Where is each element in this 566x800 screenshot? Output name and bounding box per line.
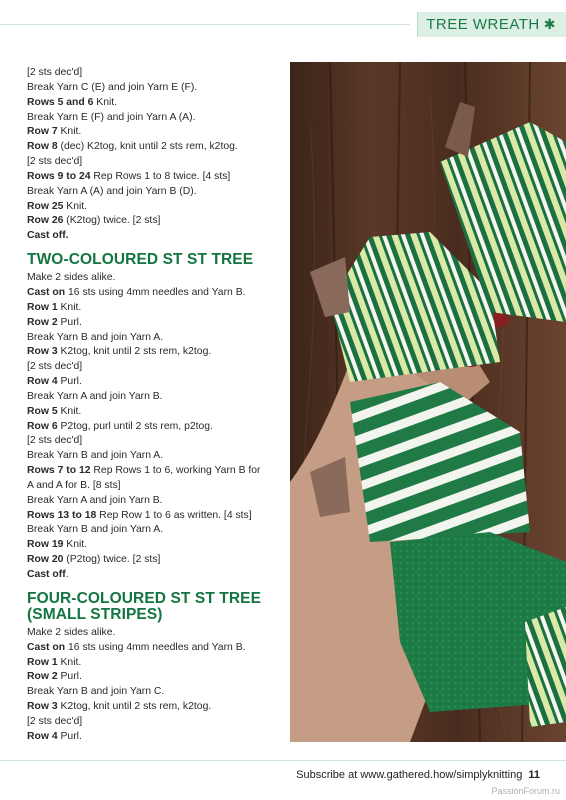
instruction-label: Row 7 <box>27 126 58 138</box>
instruction-line <box>27 715 279 730</box>
instruction-label: Cast off <box>27 569 66 580</box>
instruction-label: Row 2 <box>27 671 58 683</box>
instruction-text: Break Yarn A (A) and join Yarn B (D). <box>27 185 197 197</box>
instruction-label: Cast on <box>27 286 66 298</box>
instruction-line <box>27 405 279 420</box>
instruction-label: Cast on <box>27 641 66 653</box>
instruction-line <box>27 538 279 553</box>
instruction-label: Rows 13 to 18 <box>27 509 97 521</box>
instruction-text: Purl. <box>57 316 82 328</box>
instruction-text: Knit. <box>93 96 118 108</box>
instruction-text: Rep Rows 1 to 8 twice. [4 sts] <box>90 170 231 182</box>
heading-line: (SMALL STRIPES) <box>27 605 163 623</box>
continuation-block <box>27 66 279 244</box>
section-heading-two-coloured <box>27 252 279 268</box>
instruction-text: Break Yarn C (E) and join Yarn E (F). <box>27 81 198 93</box>
section-tag <box>417 12 566 37</box>
instruction-line <box>27 509 279 524</box>
instruction-line <box>27 390 279 405</box>
instruction-label: Row 20 <box>27 554 64 566</box>
instruction-text: [2 sts dec'd] <box>27 67 83 78</box>
header-rule <box>0 24 410 25</box>
instruction-text: Purl. <box>57 730 82 742</box>
instruction-line <box>27 449 279 464</box>
heading-line: TWO-COLOURED ST ST TREE <box>27 251 254 269</box>
instruction-text: Knit. <box>57 656 82 668</box>
instruction-label: Row 6 <box>27 420 58 432</box>
instruction-text: Knit. <box>63 539 88 551</box>
instruction-line <box>27 170 279 185</box>
heading-line: FOUR-COLOURED ST ST TREE <box>27 589 262 607</box>
instruction-text: [2 sts dec'd] <box>27 435 83 447</box>
instruction-text: K2tog, knit until 2 sts rem, k2tog. <box>57 701 212 713</box>
two-coloured-instructions <box>27 271 279 583</box>
instruction-line <box>27 286 279 301</box>
instruction-line <box>27 345 279 360</box>
footer <box>296 769 540 781</box>
instruction-label: Row 5 <box>27 405 58 417</box>
section-title: TREE WREATH <box>426 16 540 33</box>
instruction-label: Row 26 <box>27 215 64 227</box>
instruction-text: Rep Row 1 to 6 as written. [4 sts] <box>96 509 252 521</box>
instruction-text: A and A for B. [8 sts] <box>27 479 121 491</box>
instruction-text: Knit. <box>57 301 82 313</box>
instruction-line <box>27 81 279 96</box>
instruction-line <box>27 375 279 390</box>
instruction-line <box>27 523 279 538</box>
instruction-line <box>27 66 279 81</box>
instruction-text: (K2tog) twice. [2 sts] <box>63 215 161 227</box>
instruction-text: Break Yarn B and join Yarn C. <box>27 686 165 698</box>
instruction-line <box>27 316 279 331</box>
instruction-text: Make 2 sides alike. <box>27 272 116 284</box>
instruction-text: Purl. <box>57 376 82 388</box>
instruction-line <box>27 553 279 568</box>
instruction-text: (dec) K2tog, knit until 2 sts rem, k2tog. <box>57 141 238 153</box>
instruction-line <box>27 214 279 229</box>
four-coloured-instructions <box>27 626 279 745</box>
instruction-label: Row 3 <box>27 701 58 713</box>
instruction-line <box>27 685 279 700</box>
subscribe-link[interactable]: Subscribe at www.gathered.how/simplyknitting <box>296 769 523 781</box>
instruction-line <box>27 111 279 126</box>
instruction-line <box>27 155 279 170</box>
instruction-text: . <box>65 569 69 580</box>
photo-illustration <box>290 62 566 742</box>
clover-icon: ✱ <box>543 16 556 32</box>
instruction-text: Break Yarn B and join Yarn A. <box>27 331 164 343</box>
instruction-label: Row 3 <box>27 346 58 358</box>
instruction-text: (P2tog) twice. [2 sts] <box>63 554 161 566</box>
instruction-text: Knit. <box>63 200 88 212</box>
instruction-line <box>27 730 279 745</box>
instruction-line <box>27 568 279 583</box>
instruction-text: 16 sts using 4mm needles and Yarn B. <box>65 641 246 653</box>
page-number: 11 <box>528 769 540 781</box>
instruction-text: Knit. <box>57 405 82 417</box>
instruction-line <box>27 301 279 316</box>
instruction-line <box>27 125 279 140</box>
instruction-label: Row 19 <box>27 539 64 551</box>
instruction-text: Break Yarn B and join Yarn A. <box>27 524 164 536</box>
instruction-line <box>27 641 279 656</box>
instruction-label: Rows 9 to 24 <box>27 170 91 182</box>
instruction-text: [2 sts dec'd] <box>27 156 83 168</box>
instruction-line <box>27 494 279 509</box>
instruction-text: 16 sts using 4mm needles and Yarn B. <box>65 286 246 298</box>
instruction-text: Break Yarn E (F) and join Yarn A (A). <box>27 111 196 123</box>
instruction-label: Row 8 <box>27 141 58 153</box>
instruction-label: Cast off. <box>27 230 69 242</box>
instruction-line <box>27 670 279 685</box>
instruction-label: Row 4 <box>27 376 58 388</box>
instruction-line <box>27 656 279 671</box>
instruction-line <box>27 479 279 494</box>
instruction-text: Break Yarn A and join Yarn B. <box>27 494 163 506</box>
instruction-label: Row 2 <box>27 316 58 328</box>
instruction-text: P2tog, purl until 2 sts rem, p2tog. <box>57 420 213 432</box>
instruction-line <box>27 700 279 715</box>
instruction-text: Purl. <box>57 671 82 683</box>
instruction-label: Row 4 <box>27 730 58 742</box>
instruction-label: Row 25 <box>27 200 64 212</box>
pattern-text-column <box>27 66 279 745</box>
instruction-line <box>27 434 279 449</box>
instruction-text: [2 sts dec'd] <box>27 715 83 727</box>
watermark: PassionForum.ru <box>491 786 560 796</box>
instruction-label: Rows 7 to 12 <box>27 465 91 477</box>
instruction-line <box>27 331 279 346</box>
instruction-line <box>27 420 279 435</box>
instruction-line <box>27 626 279 641</box>
instruction-line <box>27 185 279 200</box>
instruction-text: Break Yarn B and join Yarn A. <box>27 450 164 462</box>
instruction-line <box>27 464 279 479</box>
tree-wreath-photo <box>290 62 566 742</box>
instruction-line <box>27 140 279 155</box>
instruction-text: Knit. <box>57 126 82 138</box>
instruction-text: Break Yarn A and join Yarn B. <box>27 390 163 402</box>
instruction-line <box>27 200 279 215</box>
instruction-label: Row 1 <box>27 301 58 313</box>
section-heading-four-coloured <box>27 591 279 623</box>
instruction-label: Rows 5 and 6 <box>27 96 94 108</box>
instruction-text: Make 2 sides alike. <box>27 626 116 638</box>
instruction-label: Row 1 <box>27 656 58 668</box>
instruction-line <box>27 271 279 286</box>
instruction-line <box>27 360 279 375</box>
instruction-line <box>27 96 279 111</box>
instruction-text: Rep Rows 1 to 6, working Yarn B for <box>90 465 261 477</box>
instruction-text: K2tog, knit until 2 sts rem, k2tog. <box>57 346 212 358</box>
footer-rule <box>0 760 566 761</box>
instruction-text: [2 sts dec'd] <box>27 361 83 373</box>
instruction-line <box>27 229 279 244</box>
